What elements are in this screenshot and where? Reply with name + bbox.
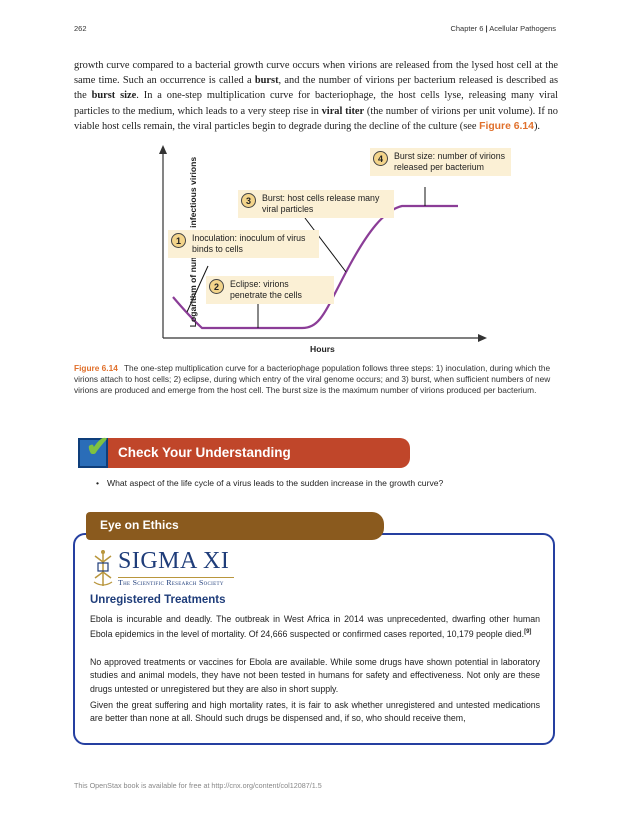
logo-wordmark: SIGMA XI [118,548,230,574]
term-burst: burst [254,75,279,87]
callout-text-1: Inoculation: inoculum of virus binds to cells [192,233,306,254]
x-axis-arrow [478,334,487,342]
footnote-ref[interactable]: [9] [524,629,532,636]
figure-caption [74,363,558,396]
y-axis-arrow [159,145,167,154]
ethics-p1-text: Ebola is incurable and deadly. The outbreak in West Africa in 2014 was unprecedented, dwarfing other human Ebola epidemics in the level of mortality. Of 24,666 suspected or confirmed cases reported, 10,179 people died. [90,614,540,640]
callout-eclipse [206,276,334,304]
page-footer: This OpenStax book is available for free at http://cnx.org/content/col12087/1.5 [74,781,322,790]
chapter-prefix: Chapter 6 [450,24,484,33]
x-axis-label: Hours [310,344,335,354]
growth-curve-line [173,206,458,328]
question-text: What aspect of the life cycle of a virus leads to the sudden increase in the growth curve? [107,478,444,488]
caption-label: Figure 6.14 [74,363,118,373]
ethics-paragraph-1 [90,613,540,642]
intro-text-2: , and the number of virions per bacterium released is described as the [74,75,558,102]
sigma-xi-logo [90,548,240,590]
eye-on-ethics-title: Eye on Ethics [100,518,179,532]
intro-paragraph [74,58,558,134]
page-number: 262 [74,24,87,33]
check-understanding-question [96,478,443,488]
callout-burst-size [370,148,511,176]
callout-text-3: Burst: host cells release many viral particles [262,193,380,214]
ethics-paragraph-2: No approved treatments or vaccines for Ebola are available. While some drugs have shown potential in laboratory studies and animal models, they have not been tested in humans for safety and effectiveness. Not only are these drugs untested or unregistered but they are also in short supply. [90,657,540,694]
ethics-section-title: Unregistered Treatments [90,594,226,606]
step-number-3: 3 [241,193,256,208]
chapter-title: Acellular Pathogens [489,24,556,33]
sigma-xi-emblem-icon [90,548,116,588]
callout-text-2: Eclipse: virions penetrate the cells [230,279,302,300]
step-number-2: 2 [209,279,224,294]
step-number-4: 4 [373,151,388,166]
callout-burst [238,190,394,218]
term-burst-size: burst size [91,90,137,102]
intro-text-5: ). [533,120,541,132]
chapter-separator: | [485,24,488,33]
figure-link[interactable]: Figure 6.14 [479,120,534,132]
growth-curve-figure [140,142,505,358]
intro-text-4: (the number of virions per unit volume). If no viable host cells remain, the viral particles begin to degrade during the decline of the culture (see [74,105,558,132]
callout-text-4: Burst size: number of virions released per bacterium [394,151,505,172]
intro-text-3: . In a one-step multiplication curve for bacteriophage, the host cells lyse, releasing many viral particles to the medium, which leads to a very steep rise in [74,90,558,117]
caption-text: The one-step multiplication curve for a bacteriophage population follows three steps: 1) inoculation, during which the virions attach to host cells; 2) eclipse, during which entry of the viral genome occurs; and 3) burst, when sufficient numbers of new virions are produced and emerge from the host cell. The burst size is the maximum number of virions produced per bacterium. [74,363,551,395]
checkmark-icon: ✔ [86,431,110,462]
bullet-icon: • [96,478,100,488]
check-understanding-title: Check Your Understanding [118,445,291,460]
step-number-1: 1 [171,233,186,248]
logo-tagline: The Scientific Research Society [118,578,224,587]
callout-inoculation [168,230,319,258]
running-header [450,24,556,33]
intro-text-1: growth curve compared to a bacterial growth curve occurs when virions are released from the lysed host cell at the same time. Such an occurrence is called a [74,60,558,87]
ethics-paragraph-3: Given the great suffering and high mortality rates, it is fair to ask whether unregistered and untested medications are better than none at all. Should such drugs be dispensed and, if so, who should receive them, [90,700,540,724]
term-viral-titer: viral titer [321,105,365,117]
eye-on-ethics-tab [86,512,384,540]
check-understanding-banner [78,431,410,468]
